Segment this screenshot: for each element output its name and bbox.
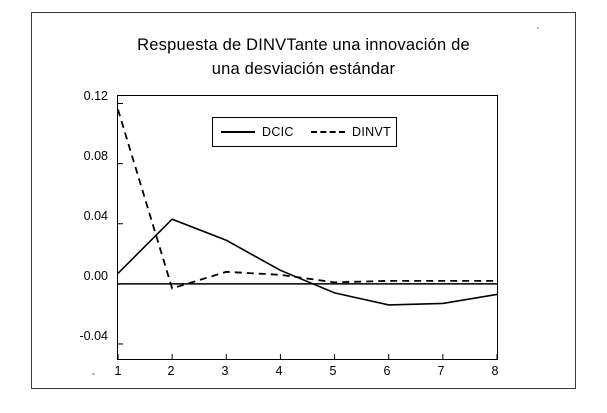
- legend: [212, 117, 397, 147]
- y-tick-label-1: 0.08: [83, 149, 108, 163]
- scan-speck: [537, 27, 539, 29]
- chart-title: [32, 33, 575, 81]
- legend-label-dinvt: DINVT: [352, 125, 391, 139]
- legend-label-dcic: DCIC: [262, 125, 294, 139]
- legend-entry-dinvt: [311, 118, 391, 146]
- y-axis-ticks: [118, 104, 123, 344]
- y-tick-label-3: 0.00: [83, 269, 108, 283]
- legend-entry-dcic: [221, 118, 294, 146]
- scan-speck: [92, 373, 95, 375]
- chart-title-line-2: una desviación estándar: [211, 60, 396, 78]
- x-tick-label-7: 8: [491, 364, 499, 378]
- chart-title-line-1: Respuesta de DINVTante una innovación de: [137, 36, 470, 54]
- x-tick-label-2: 3: [221, 364, 229, 378]
- x-tick-label-1: 2: [167, 364, 175, 378]
- chart-figure: [31, 12, 576, 389]
- y-tick-label-0: 0.12: [83, 89, 108, 103]
- x-tick-label-4: 5: [329, 364, 337, 378]
- series-line-dcic: [118, 219, 497, 305]
- x-tick-label-5: 6: [383, 364, 391, 378]
- legend-swatch-dashed-icon: [311, 126, 345, 138]
- legend-swatch-solid-icon: [221, 126, 255, 138]
- x-tick-label-0: 1: [114, 364, 122, 378]
- x-tick-label-3: 4: [275, 364, 283, 378]
- y-tick-label-4: -0.04: [79, 329, 108, 343]
- y-tick-label-2: 0.04: [83, 209, 108, 223]
- x-axis-ticks: [118, 354, 497, 359]
- x-tick-label-6: 7: [437, 364, 445, 378]
